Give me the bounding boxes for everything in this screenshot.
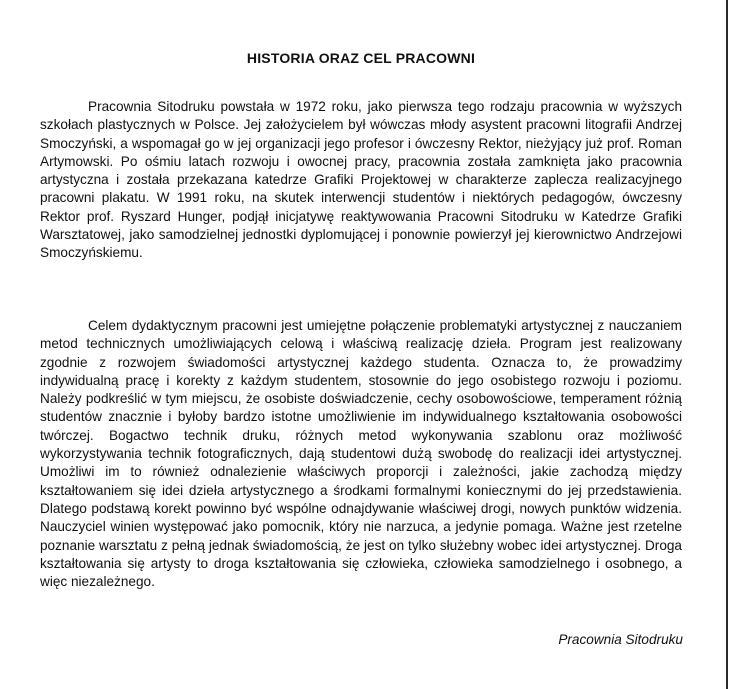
paragraph-goals: Celem dydaktycznym pracowni jest umiejętne połączenie problematyki artystycznej z nauczaniem metod technicznych umożliwiających celową i właściwą realizację dzieła. Program jest realizowany zgodnie z rozwojem świadomości artystycznej każdego studenta. Oznacza to, że prowadzimy indywidualną pracę i korekty z każdym studentem, stosownie do jego osobistego rozwoju i poziomu. Należy podkreślić w tym miejscu, że osobiste doświadczenie, cechy osobowościowe, temperament różnią studentów znacznie i byłoby bardzo istotne umożliwienie im indywidualnego kształtowania osobowości twórczej. Bogactwo technik druku, różnych metod wykonywania szablonu oraz możliwość wykorzystywania technik fotograficznych, dają studentowi dużą swobodę do realizacji idei artystycznej. Umożliwi im to również odnalezienie właściwych proporcji i zależności, jakie zachodzą między kształtowaniem się idei dzieła artystycznego a środkami formalnymi koniecznymi do jej przedstawienia. Dlatego podstawą korekt powinno być wspólne odnajdywanie właściwej drogi, nowych punktów widzenia. Nauczyciel winien występować jako pomocnik, który nie narzuca, a jedynie pomaga. Ważne jest rzetelne poznanie warsztatu z pełną jednak świadomością, że jest on tylko służebny wobec idei artystycznej. Droga kształtowania się artysty to droga kształtowania się człowieka, człowieka samodzielnego i osobnego, a więc niezależnego. <box>40 318 682 590</box>
signature: Pracownia Sitodruku <box>558 632 683 647</box>
paragraph-history: Pracownia Sitodruku powstała w 1972 roku, jako pierwsza tego rodzaju pracownia w wyższych szkołach plastycznych w Polsce. Jej założycielem był wówczas młody asystent pracowni litografii Andrzej Smoczyński, a wspomagał go w jej organizacji jego profesor i ówczesny Rektor, nieżyjący już prof. Roman Artymowski. Po ośmiu latach rozwoju i owocnej pracy, pracownia została zamknięta jako pracownia artystyczna i została przekazana katedrze Grafiki Projektowej w charakterze zaplecza realizacyjnego pracowni plakatu. W 1991 roku, na skutek interwencji studentów i niektórych pedagogów, ówczesny Rektor prof. Ryszard Hunger, podjął inicjatywę reaktywowania Pracowni Sitodruku w Katedrze Grafiki Warsztatowej, jako samodzielnej jednostki dyplomującej i ponownie powierzył jej kierownictwo Andrzejowi Smoczyńskiemu. <box>40 99 682 261</box>
page-edge-rule <box>726 0 728 689</box>
document-title: HISTORIA ORAZ CEL PRACOWNI <box>246 50 476 66</box>
